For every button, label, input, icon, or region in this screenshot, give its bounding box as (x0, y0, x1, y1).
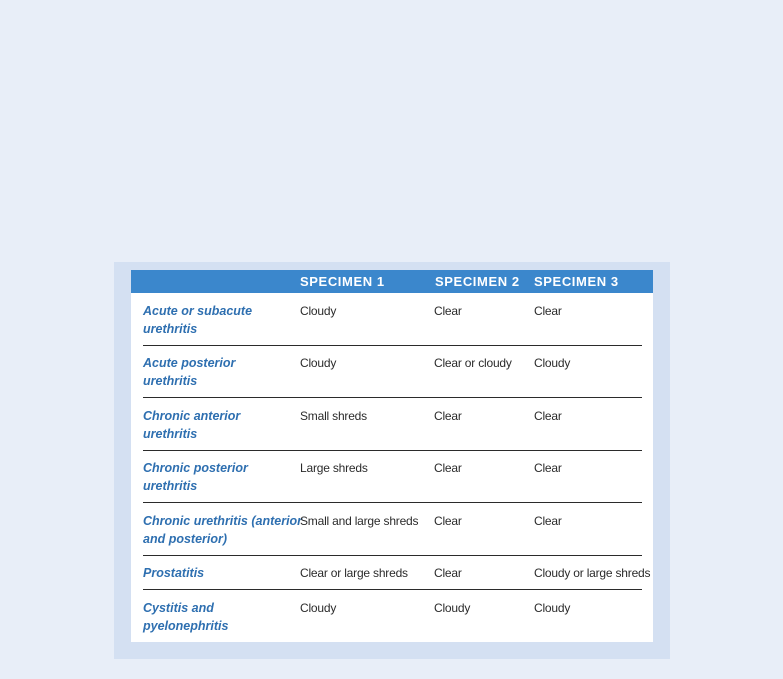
row-condition: Acute or subacute urethritis (143, 304, 253, 336)
header-specimen-1: SPECIMEN 1 (300, 274, 385, 289)
row-specimen-1: Cloudy (300, 356, 337, 370)
header-specimen-2: SPECIMEN 2 (435, 274, 520, 289)
row-condition: Chronic anterior urethritis (143, 409, 241, 441)
row-specimen-3: Clear (534, 514, 562, 528)
row-condition: Prostatitis (143, 566, 205, 580)
header-specimen-3: SPECIMEN 3 (534, 274, 619, 289)
row-specimen-2: Clear or cloudy (434, 356, 512, 370)
row-divider (143, 589, 642, 590)
row-specimen-3: Clear (534, 461, 562, 475)
row-specimen-2: Cloudy (434, 601, 471, 615)
row-specimen-2: Clear (434, 461, 462, 475)
row-divider (143, 450, 642, 451)
row-specimen-3: Cloudy (534, 601, 571, 615)
row-specimen-2: Clear (434, 304, 462, 318)
row-specimen-3: Cloudy or large shreds (534, 566, 651, 580)
row-condition: Chronic urethritis (anterior and posterior) (143, 514, 303, 546)
row-condition: Acute posterior urethritis (143, 356, 236, 388)
row-divider (143, 502, 642, 503)
row-specimen-3: Cloudy (534, 356, 571, 370)
row-specimen-1: Cloudy (300, 601, 337, 615)
row-divider (143, 345, 642, 346)
row-condition: Chronic posterior urethritis (143, 461, 248, 493)
row-specimen-1: Small shreds (300, 409, 367, 423)
row-specimen-1: Large shreds (300, 461, 368, 475)
row-specimen-2: Clear (434, 409, 462, 423)
row-specimen-3: Clear (534, 304, 562, 318)
row-specimen-1: Clear or large shreds (300, 566, 408, 580)
row-divider (143, 555, 642, 556)
row-divider (143, 397, 642, 398)
row-specimen-2: Clear (434, 514, 462, 528)
row-specimen-1: Small and large shreds (300, 514, 419, 528)
row-specimen-2: Clear (434, 566, 462, 580)
row-specimen-1: Cloudy (300, 304, 337, 318)
row-condition: Cystitis and pyelonephritis (143, 601, 229, 633)
row-specimen-3: Clear (534, 409, 562, 423)
